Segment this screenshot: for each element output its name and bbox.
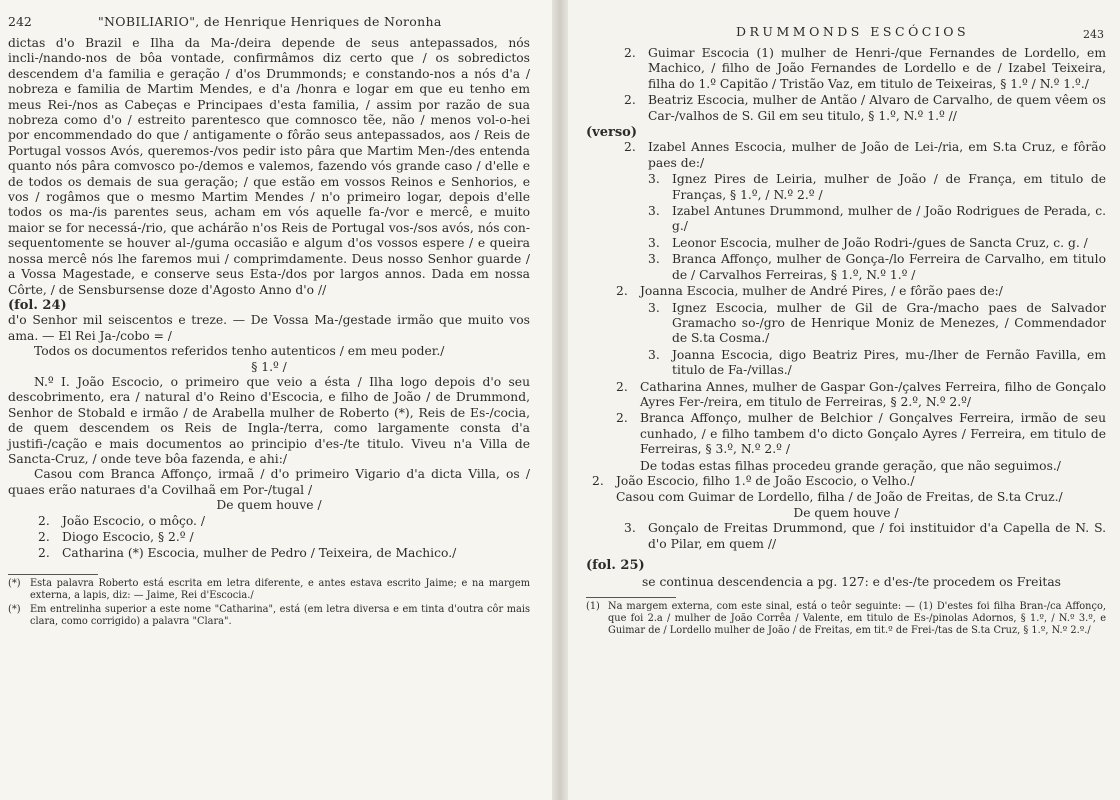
de-quem-houve-heading: De quem houve /: [216, 498, 322, 513]
generation-number: 2.: [616, 284, 628, 299]
left-page-number: 242: [8, 14, 32, 29]
genealogy-line: [616, 284, 1106, 299]
generation-number: 2.: [38, 546, 50, 561]
genealogy-text: Branca Affonço, mulher de Gonça-/lo Ferreira de Carvalho, em titulo de / Carvalhos Ferreiras, § 1.º, N.º 1.º /: [672, 252, 1106, 282]
genealogy-line: [624, 140, 1106, 171]
left-page-body: [8, 36, 530, 628]
date-line: d'o Senhor mil seiscentos e treze. — De Vossa Ma-/gestade irmão que muito vos ama. — El Rei Ja-/cobo = /: [8, 313, 530, 343]
genealogy-line: [624, 46, 1106, 92]
opening-paragraph: dictas d'o Brazil e Ilha da Ma-/deira depende de seus antepassados, nós incli-/nando-nos de bôa vontade, confirmâmos diz certo que / os sobredictos descendem d'a familia e geração / d'os Drummonds; e constando-nos a nós d'a / nobreza e familia de Martim Mendes, e d'a /honra e logar em que eu tenho em meus Rei-/nos as Cabeças e Principaes d'esta familia, / assim por razão de sua nobreza como d'o / estreito parentesco que comnosco tẽe, não / menos vol-o-hei por encommendado do que / antigamente o fôrão seus antepassados, aos / Reis de Portugal vossos Avós, queremos-/vos pedir isto pâra que Martim Men-/des entenda quanto nós pâra comvosco po-/demos e valemos, fazendo vós grande caso / d'elle e de todos os demais de sua geração; / que estão em vossos Reinos e Senhorios, e vos / rogâmos que o mesmo Martim Mendes / n'o primeiro logar, depois d'elle todos os ma-/is parentes seus, acham em vós aquelle fa-/vor e mercê, e muito maior se for necessá-/rio, que achárão n'os Reis de Portugal vos-/sos avós, nós con-sequentomente se houver al-/guma occasião e algum d'os vossos espere / e queira nossa mercê nós lhe faremos mui / comprimdamente. Deus nosso Senhor guarde / a Vossa Magestade, e conserve seus Esta-/dos por largos annos. Dada em nossa Côrte, / de Sensbursense doze d'Agosto Anno d'o //: [8, 36, 530, 297]
generation-number: 3.: [624, 521, 636, 536]
genealogy-line: [38, 546, 530, 561]
generation-number: 3.: [648, 172, 660, 187]
genealogy-text: João Escocio, o môço. /: [62, 513, 206, 528]
generation-number: 3.: [648, 204, 660, 219]
entry-marriage: Casou com Branca Affonço, irmaã / d'o primeiro Vigario d'a dicta Villa, os / quaes erão naturaes d'a Covilhaã em Por-/tugal /: [8, 467, 530, 497]
genealogy-text: Gonçalo de Freitas Drummond, que / foi instituidor d'a Capella de N. S. d'o Pilar, em quem //: [648, 521, 1106, 551]
generation-number: 2.: [616, 379, 628, 394]
genealogy-text: Izabel Annes Escocia, mulher de João de Lei-/ria, em S.ta Cruz, e fôrão paes de:/: [648, 140, 1106, 170]
left-running-title: "NOBILIARIO", de Henrique Henriques de Noronha: [98, 14, 442, 29]
entry-first-settler: N.º I. João Escocio, o primeiro que veio a ésta / Ilha logo depois d'o seu descobrimento, era / natural d'o Reino d'Escocia, e filho de João / de Drummond, Senhor de Stobald e irmão / de Arabella mulher de Roberto (*), Reis de Es-/cocia, de quem descendem os Reis de Ingla-/terra, como largamente consta d'a justifi-/cação e mais documentos ao principio d'es-/te titulo. Viveu n'a Villa de Sancta-Cruz, / onde teve bôa fazenda, e ahi:/: [8, 374, 530, 466]
genealogy-text: Beatriz Escocia, mulher de Antão / Alvaro de Carvalho, de quem vêem os Car-/valhos de S. Gil em seu titulo, § 1.º, N.º 1.º //: [648, 93, 1106, 123]
right-page-body: [586, 46, 1106, 637]
folio-marker: (fol. 25): [586, 558, 645, 573]
genealogy-line: [624, 521, 1106, 552]
right-running-title: DRUMMONDS ESCÓCIOS: [736, 24, 970, 39]
generation-number: 2.: [38, 513, 50, 528]
footnote-text: Na margem externa, com este sinal, está o teôr seguinte: — (1) D'estes foi filha Bran-/ca Affonço, que foi 2.a / mulher de João Corrêa / Valente, em titulo de Es-/pinolas Adornos, § 1.º, / N.º 3.º, e Guimar de / Lordello mulher de João / de Freitas, em tit.º de Frei-/tas de S.ta Cruz, § 1.º, N.º 2.º./: [608, 600, 1106, 636]
genealogy-text: Joanna Escocia, digo Beatriz Pires, mu-/lher de Fernão Favilla, em titulo de Fa-/villas./: [672, 347, 1106, 378]
book-gutter: [552, 0, 568, 800]
generation-number: 3.: [648, 252, 660, 267]
footnote: [586, 601, 1106, 637]
footnote-rule: [8, 574, 98, 575]
left-page: [0, 0, 552, 800]
genealogy-text: Ignez Escocia, mulher de Gil de Gra-/macho paes de Salvador Gramacho so-/gro de Henrique Moniz de Menezes, / Commendador de S.ta Cosma./: [672, 300, 1106, 346]
genealogy-text: Branca Affonço, mulher de Belchior / Gonçalves Ferreira, irmão de seu cunhado, / e filho tambem d'o dicto Gonçalo Ayres / Ferreira, em titulo de Ferreiras, § 3.º, N.º 2.º /: [640, 411, 1106, 457]
footnote-rule: [586, 597, 676, 598]
genealogy-text: Leonor Escocia, mulher de João Rodri-/gues de Sancta Cruz, c. g. /: [672, 235, 1088, 250]
right-page-header: [586, 14, 1106, 40]
footnote-mark: (1): [586, 600, 600, 612]
generation-number: 2.: [624, 46, 636, 60]
footnote-text: Em entrelinha superior a este nome "Catharina", está (em letra diversa e em tinta d'outra côr mais clara, como corrigido) a palavra "Clara".: [30, 603, 530, 627]
de-quem-houve-heading: De quem houve /: [793, 505, 899, 520]
genealogy-line: [648, 301, 1106, 347]
generation-number: 2.: [38, 530, 50, 544]
verso-marker: (verso): [586, 125, 637, 141]
genealogy-line: [648, 204, 1106, 235]
genealogy-text: Diogo Escocio, § 2.º /: [62, 530, 194, 544]
genealogy-line: [38, 530, 530, 545]
footnote: [8, 604, 530, 628]
generation-number: 2.: [624, 140, 636, 155]
generation-number: 2.: [624, 93, 636, 108]
left-page-header: [8, 10, 530, 36]
footnote-mark: (*): [8, 603, 21, 615]
genealogy-line: [648, 348, 1106, 379]
section-heading: § 1.º /: [251, 359, 287, 374]
footnote-text: Esta palavra Roberto está escrita em letra diferente, e antes estava escrito Jaime; e na margem externa, a lapis, diz: — Jaime, Rei d'Escocia./: [30, 577, 530, 601]
genealogy-text: Catharina Annes, mulher de Gaspar Gon-/çalves Ferreira, filho de Gonçalo Ayres Fer-/reira, em titulo de Ferreiras, § 2.º, N.º 2.º/: [640, 379, 1106, 409]
casou-line: Casou com Guimar de Lordello, filha / de João de Freitas, de S.ta Cruz./: [616, 490, 1063, 505]
genealogy-line: [648, 172, 1106, 203]
right-page: [568, 0, 1120, 800]
genealogy-text: Joanna Escocia, mulher de André Pires, / e fôrão paes de:/: [640, 284, 1003, 299]
genealogy-text: João Escocio, filho 1.º de João Escocio, o Velho./: [616, 473, 915, 488]
right-page-number: 243: [1083, 28, 1104, 41]
genealogy-text: Guimar Escocia (1) mulher de Henri-/que Fernandes de Lordello, em Machico, / filho de João Fernandes de Lordello e de / Izabel Teixeira, filha do 1.º Capitão / Tristão Vaz, em titulo de Teixeiras, § 1.º / N.º 1.º./: [648, 46, 1106, 91]
genealogy-text: Izabel Antunes Drummond, mulher de / João Rodrigues de Perada, c. g./: [672, 204, 1106, 234]
genealogy-line: [592, 474, 1106, 489]
genealogy-line: [616, 411, 1106, 457]
todas-line: De todas estas filhas procedeu grande geração, que não seguimos./: [640, 458, 1061, 473]
genealogy-line: [648, 236, 1106, 251]
footnote: [8, 578, 530, 602]
generation-number: 3.: [648, 300, 660, 315]
genealogy-text: Catharina (*) Escocia, mulher de Pedro / Teixeira, de Machico./: [62, 546, 457, 561]
tail-line: se continua descendencia a pg. 127: e d'es-/te procedem os Freitas: [642, 575, 1061, 590]
genealogy-line: [38, 514, 530, 529]
genealogy-line: [648, 252, 1106, 283]
folio-marker: (fol. 24): [8, 297, 67, 313]
footnote-mark: (*): [8, 577, 21, 589]
genealogy-line: [624, 93, 1106, 124]
generation-number: 3.: [648, 235, 660, 250]
generation-number: 2.: [592, 473, 604, 488]
documents-line: Todos os documentos referidos tenho autenticos / em meu poder./: [34, 344, 445, 359]
genealogy-line: [616, 380, 1106, 411]
generation-number: 3.: [648, 347, 660, 362]
genealogy-text: Ignez Pires de Leiria, mulher de João / de França, em titulo de Franças, § 1.º, / N.º 2.º /: [672, 172, 1106, 202]
generation-number: 2.: [616, 411, 628, 426]
